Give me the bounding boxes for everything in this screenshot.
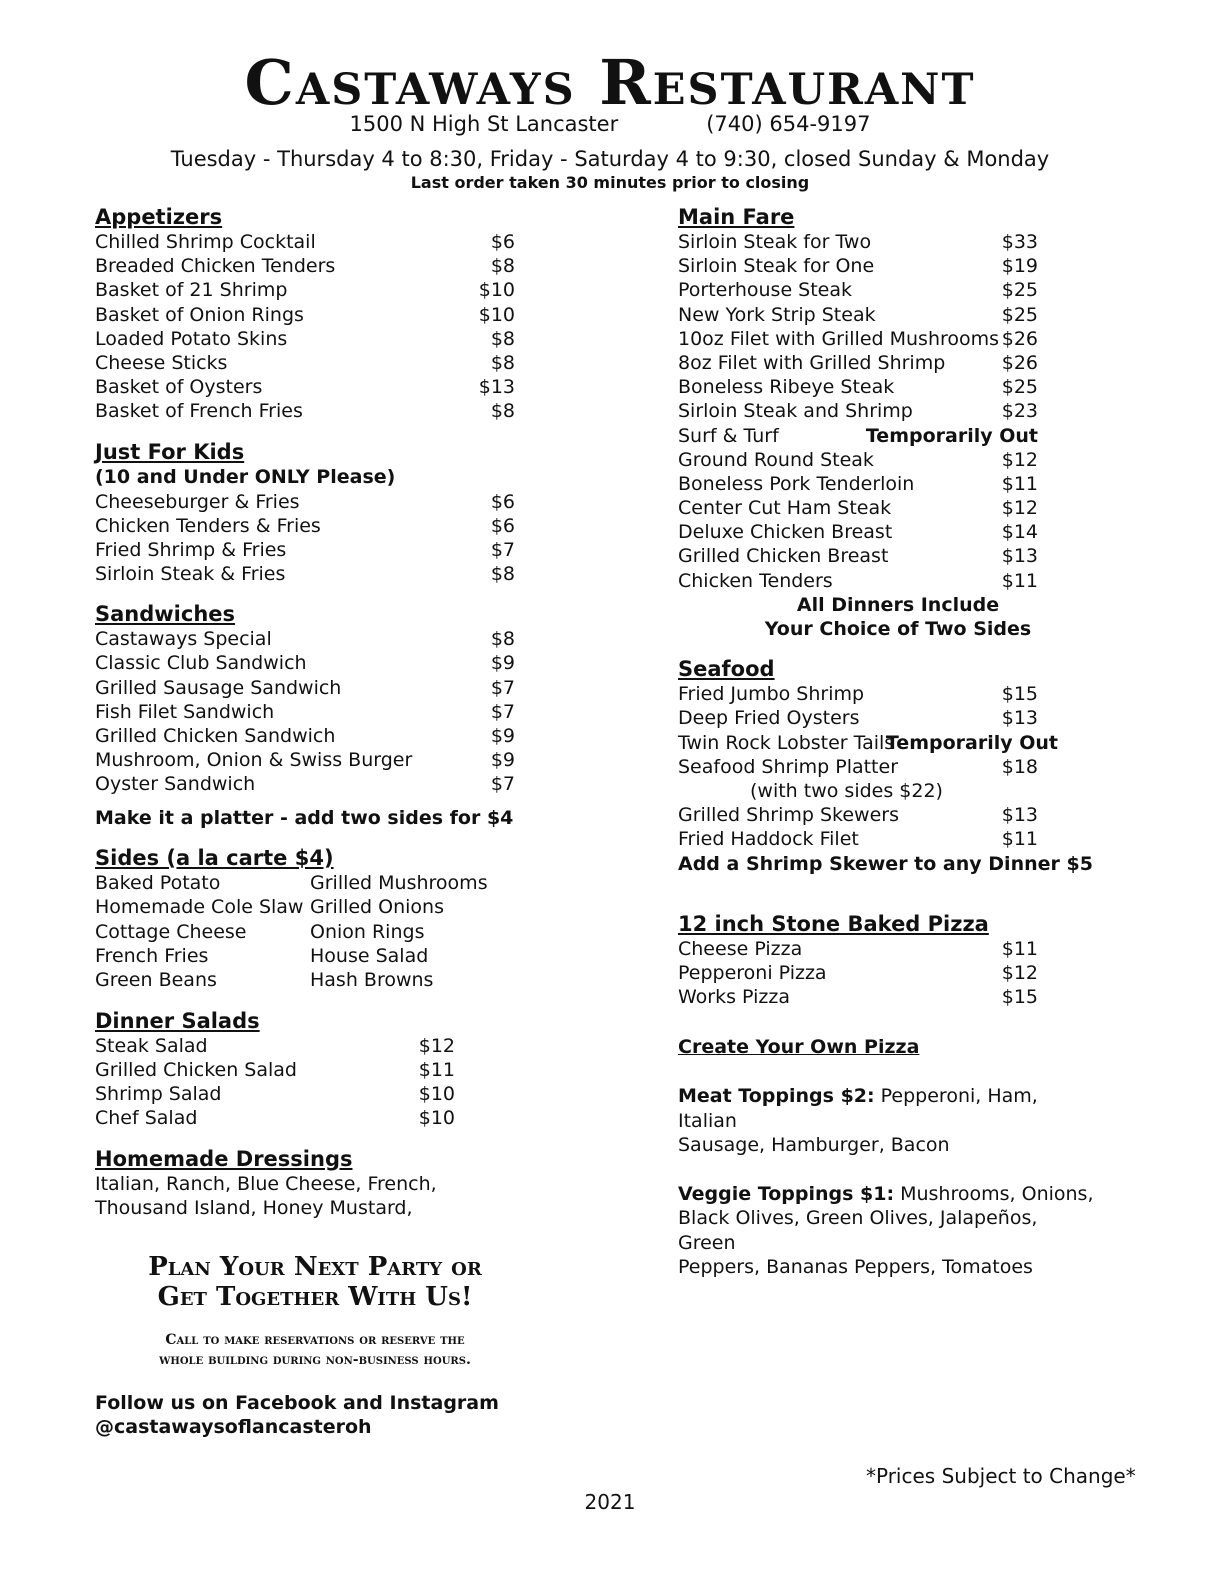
menu-item-name: Castaways Special — [95, 628, 272, 651]
menu-item-name: Center Cut Ham Steak — [678, 497, 892, 520]
menu-item — [678, 278, 1038, 302]
side-item: Green Beans — [95, 969, 217, 992]
menu-item-price: $12 — [418, 1034, 455, 1057]
menu-item-name: Fried Jumbo Shrimp — [678, 683, 865, 706]
pizza-list — [678, 937, 1038, 1010]
menu-item-price: Temporarily Out — [865, 424, 1038, 447]
sides-grid — [95, 871, 515, 993]
side-item: French Fries — [95, 944, 209, 967]
menu-item-price: $18 — [1001, 755, 1038, 778]
main-fare-heading: Main Fare — [678, 205, 795, 229]
menu-item-name: Cheeseburger & Fries — [95, 490, 300, 513]
social-handle: @castawaysoflancasteroh — [95, 1416, 372, 1438]
menu-item-price: $15 — [1001, 683, 1038, 706]
menu-item — [678, 230, 1038, 254]
menu-item-name: Chef Salad — [95, 1107, 198, 1130]
menu-item-name: Sirloin Steak for Two — [678, 231, 872, 253]
appetizers-heading: Appetizers — [95, 205, 223, 229]
appetizers-list — [95, 230, 515, 424]
party-line-1: Plan Your Next Party or — [148, 1252, 482, 1282]
menu-item-name: Grilled Shrimp Skewers — [678, 804, 899, 827]
create-pizza-heading: Create Your Own Pizza — [678, 1036, 920, 1059]
menu-item — [95, 399, 515, 423]
menu-item — [678, 303, 1038, 327]
menu-item-name: Oyster Sandwich — [95, 773, 256, 796]
menu-item-price: $13 — [1001, 707, 1038, 730]
menu-item — [95, 490, 515, 514]
right-column — [678, 205, 1098, 1280]
menu-item — [95, 627, 515, 651]
meat-toppings-line-2: Sausage, Hamburger, Bacon — [678, 1134, 950, 1157]
seafood-heading: Seafood — [678, 657, 775, 682]
side-item: Baked Potato — [95, 871, 221, 894]
menu-item-name: Basket of Onion Rings — [95, 303, 304, 326]
menu-item — [678, 351, 1038, 375]
kids-heading: Just For Kids — [95, 439, 245, 464]
menu-item-price: $13 — [478, 376, 515, 399]
menu-item — [678, 827, 1038, 851]
menu-item-price: $11 — [1001, 569, 1038, 592]
last-order-note: Last order taken 30 minutes prior to closing — [410, 173, 810, 192]
menu-item — [678, 937, 1038, 961]
menu-item — [95, 651, 515, 675]
side-item: House Salad — [310, 944, 429, 967]
menu-item-price: $7 — [490, 538, 515, 561]
side-item: Onion Rings — [310, 920, 425, 943]
menu-item — [95, 772, 515, 796]
menu-item-price: $10 — [418, 1083, 455, 1106]
menu-item-price: $25 — [1001, 376, 1038, 399]
menu-item-name: Basket of 21 Shrimp — [95, 279, 288, 302]
reservation-note — [95, 1330, 535, 1370]
menu-item — [678, 375, 1038, 399]
menu-item-name: Grilled Chicken Sandwich — [95, 725, 336, 747]
menu-item-price: $6 — [490, 231, 515, 253]
menu-item-name: Sirloin Steak & Fries — [95, 563, 286, 586]
menu-item-price: $8 — [490, 628, 515, 651]
address: 1500 N High St Lancaster — [349, 112, 619, 136]
menu-item-price: $11 — [1001, 828, 1038, 851]
menu-item — [678, 496, 1038, 520]
veggie-toppings-line-2: Black Olives, Green Olives, Jalapeños, Green — [678, 1207, 1038, 1254]
menu-item-price: $9 — [490, 749, 515, 772]
menu-item-name: Fried Shrimp & Fries — [95, 538, 287, 561]
menu-item — [95, 1058, 455, 1082]
kids-subtitle: (10 and Under ONLY Please) — [95, 465, 396, 488]
menu-item-price: $12 — [1001, 448, 1038, 471]
menu-item-price: $12 — [1001, 497, 1038, 520]
address-line — [0, 112, 1220, 136]
side-item: Hash Browns — [310, 969, 434, 992]
menu-item — [678, 448, 1038, 472]
menu-item — [95, 748, 515, 772]
menu-item — [95, 375, 515, 399]
menu-item-name: Porterhouse Steak — [678, 279, 853, 302]
menu-item-name: Grilled Chicken Breast — [678, 545, 889, 568]
menu-item-price: $11 — [418, 1058, 455, 1081]
call-line-2: whole building during non-business hours. — [159, 1352, 471, 1368]
menu-item-price: $13 — [1001, 545, 1038, 568]
menu-item-name: Classic Club Sandwich — [95, 652, 307, 675]
menu-item-name: Deep Fried Oysters — [678, 707, 860, 730]
menu-item-price: $10 — [478, 303, 515, 326]
party-promo — [95, 1252, 535, 1312]
menu-item-name: Mushroom, Onion & Swiss Burger — [95, 749, 413, 772]
menu-item-name: Grilled Sausage Sandwich — [95, 676, 342, 699]
menu-item-price: $11 — [1001, 472, 1038, 495]
menu-item-price: $7 — [490, 773, 515, 796]
menu-item-name: Boneless Pork Tenderloin — [678, 472, 915, 495]
menu-year: 2021 — [584, 1490, 636, 1514]
menu-item — [678, 961, 1038, 985]
menu-item — [678, 424, 1038, 448]
business-hours: Tuesday - Thursday 4 to 8:30, Friday - Saturday 4 to 9:30, closed Sunday & Monday — [170, 147, 1050, 171]
veggie-toppings-line-3: Peppers, Bananas Peppers, Tomatoes — [678, 1256, 1033, 1279]
menu-item-price: $6 — [490, 490, 515, 513]
menu-item-name: Fish Filet Sandwich — [95, 700, 275, 723]
menu-item-price: $8 — [490, 400, 515, 423]
menu-item — [678, 755, 1038, 779]
menu-item-name: Surf & Turf — [678, 424, 779, 447]
menu-item-price: $8 — [490, 351, 515, 374]
menu-item-name: Seafood Shrimp Platter — [678, 755, 899, 778]
menu-item-name: New York Strip Steak — [678, 303, 876, 326]
menu-item-name: Loaded Potato Skins — [95, 327, 288, 350]
menu-item — [678, 706, 1038, 730]
menu-item-price: $14 — [1001, 521, 1038, 544]
menu-item-name: Sirloin Steak for One — [678, 255, 875, 278]
menu-item-name: Pepperoni Pizza — [678, 961, 827, 984]
menu-item-price: $7 — [490, 676, 515, 699]
menu-item — [95, 562, 515, 586]
menu-item — [678, 544, 1038, 568]
menu-item — [678, 472, 1038, 496]
menu-item — [95, 1082, 455, 1106]
menu-item-price: $9 — [490, 652, 515, 675]
menu-item — [95, 351, 515, 375]
menu-item-price: $9 — [490, 725, 515, 747]
menu-item-price: Temporarily Out — [885, 731, 1058, 754]
salads-list — [95, 1034, 455, 1131]
menu-item-name: Sirloin Steak and Shrimp — [678, 400, 913, 423]
menu-item-price: $23 — [1001, 400, 1038, 423]
menu-item — [95, 676, 515, 700]
menu-item-price: $15 — [1001, 986, 1038, 1009]
sandwiches-heading: Sandwiches — [95, 602, 236, 627]
menu-item — [678, 520, 1038, 544]
menu-item-name: Deluxe Chicken Breast — [678, 521, 893, 544]
side-item: Homemade Cole Slaw — [95, 896, 304, 919]
menu-item-price: $26 — [1001, 327, 1038, 350]
menu-item-name: (with two sides $22) — [750, 779, 943, 802]
menu-item-name: 10oz Filet with Grilled Mushrooms — [678, 327, 1000, 350]
menu-item — [95, 230, 515, 254]
kids-list — [95, 490, 515, 587]
salads-heading: Dinner Salads — [95, 1008, 260, 1033]
menu-item — [95, 514, 515, 538]
menu-item-price: $25 — [1001, 303, 1038, 326]
pizza-heading: 12 inch Stone Baked Pizza — [678, 911, 989, 936]
sides-heading: Sides (a la carte $4) — [95, 845, 334, 870]
menu-item-name: Works Pizza — [678, 986, 790, 1009]
menu-item-name: Basket of Oysters — [95, 376, 263, 399]
menu-item-name: Shrimp Salad — [95, 1083, 222, 1106]
menu-item-price: $8 — [490, 327, 515, 350]
menu-item — [95, 1034, 455, 1058]
menu-item-price: $8 — [490, 255, 515, 278]
menu-item — [95, 724, 515, 748]
menu-item-name: Basket of French Fries — [95, 400, 303, 423]
meat-toppings-label: Meat Toppings $2: — [678, 1085, 875, 1108]
veggie-toppings-line-1: Mushrooms, Onions, — [894, 1182, 1094, 1205]
menu-item — [678, 985, 1038, 1009]
menu-item-price: $7 — [490, 700, 515, 723]
shrimp-skewer-note: Add a Shrimp Skewer to any Dinner $5 — [678, 852, 1093, 875]
menu-item — [678, 399, 1038, 423]
social-line-1: Follow us on Facebook and Instagram — [95, 1392, 499, 1414]
phone-number: (740) 654-9197 — [706, 112, 871, 136]
main-fare-list — [678, 230, 1038, 593]
menu-item — [95, 1106, 455, 1130]
platter-note: Make it a platter - add two sides for $4 — [95, 806, 514, 829]
menu-item-name: Fried Haddock Filet — [678, 828, 859, 851]
dinners-note-1: All Dinners Include — [796, 593, 1000, 616]
menu-item-price: $33 — [1001, 231, 1038, 253]
menu-item-name: Chicken Tenders & Fries — [95, 514, 321, 537]
menu-item-price: $25 — [1001, 279, 1038, 302]
seafood-list — [678, 682, 1058, 851]
menu-item — [95, 327, 515, 351]
dressings-heading: Homemade Dressings — [95, 1146, 353, 1171]
side-item: Cottage Cheese — [95, 920, 247, 943]
menu-item — [95, 254, 515, 278]
menu-item — [678, 254, 1038, 278]
meat-toppings — [678, 1084, 1098, 1133]
menu-item-name: Steak Salad — [95, 1034, 208, 1057]
menu-item — [95, 700, 515, 724]
party-line-2: Get Together With Us! — [157, 1282, 473, 1312]
menu-item-name: Twin Rock Lobster Tails — [678, 731, 895, 754]
veggie-toppings — [678, 1182, 1098, 1207]
menu-item — [95, 303, 515, 327]
menu-item-price: $6 — [490, 514, 515, 537]
sandwiches-list — [95, 627, 515, 796]
dressings-line-2: Thousand Island, Honey Mustard, — [95, 1197, 413, 1220]
menu-item-price: $26 — [1001, 351, 1038, 374]
menu-item-name: Breaded Chicken Tenders — [95, 255, 336, 278]
meat-toppings-line-1: Pepperoni, Ham, Italian — [678, 1085, 1038, 1132]
menu-item — [95, 278, 515, 302]
menu-item-price: $10 — [478, 279, 515, 302]
menu-item-price: $13 — [1001, 804, 1038, 827]
menu-item-name: Boneless Ribeye Steak — [678, 376, 895, 399]
menu-item-name: Chicken Tenders — [678, 569, 833, 592]
left-column — [95, 205, 515, 1221]
menu-item-name: Grilled Chicken Salad — [95, 1058, 297, 1081]
menu-item-price: $11 — [1001, 937, 1038, 960]
menu-item-price: $10 — [418, 1107, 455, 1130]
menu-item-name: Cheese Pizza — [678, 937, 803, 960]
menu-item — [678, 327, 1038, 351]
menu-item-name: Ground Round Steak — [678, 448, 874, 471]
side-item: Grilled Mushrooms — [310, 871, 488, 894]
menu-item — [678, 682, 1038, 706]
menu-item — [678, 779, 1038, 803]
menu-item-price: $12 — [1001, 961, 1038, 984]
menu-item-name: Chilled Shrimp Cocktail — [95, 231, 316, 253]
menu-item — [95, 538, 515, 562]
call-line-1: Call to make reservations or reserve the — [165, 1332, 465, 1348]
veggie-toppings-label: Veggie Toppings $1: — [678, 1182, 895, 1205]
menu-item — [678, 731, 1058, 755]
prices-subject-note: *Prices Subject to Change* — [866, 1464, 1136, 1488]
menu-item-name: Cheese Sticks — [95, 351, 228, 374]
menu-item-price: $8 — [490, 563, 515, 586]
menu-item-name: 8oz Filet with Grilled Shrimp — [678, 351, 946, 374]
side-item: Grilled Onions — [310, 896, 445, 919]
dinners-note-2: Your Choice of Two Sides — [764, 618, 1032, 641]
dressings-line-1: Italian, Ranch, Blue Cheese, French, — [95, 1172, 437, 1195]
menu-item — [678, 803, 1038, 827]
restaurant-title: Castaways Restaurant — [244, 46, 976, 119]
menu-item-price: $19 — [1001, 255, 1038, 278]
menu-item — [678, 569, 1038, 593]
social-follow — [95, 1391, 499, 1439]
